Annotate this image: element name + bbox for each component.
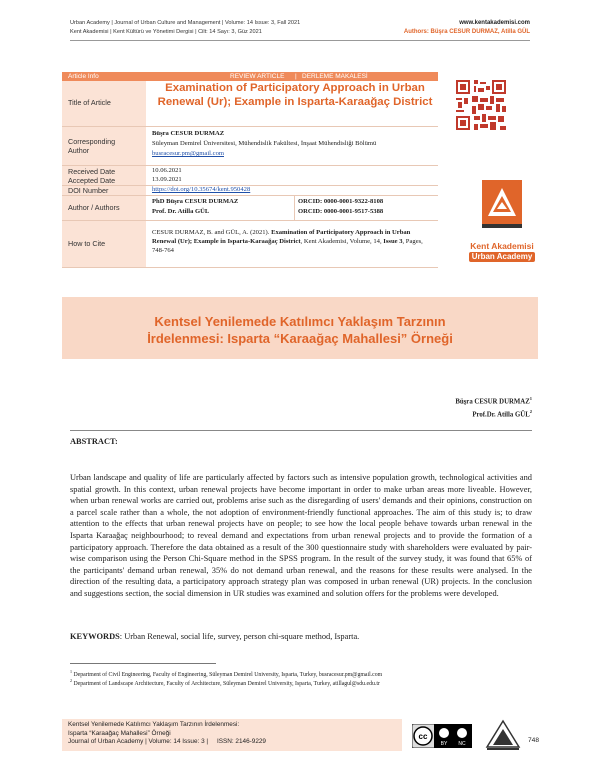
abstract-body: Urban landscape and quality of life are particularly affected by factors such as intensive population growth, technological activities and spatial growth. In this context, urban renewal projects have become important in order to make urban areas more liveable. However, when urban renewal works are carried out, problems arise such as the disregarding of users' demands and their opinions, construction on a parcel scale rather than a whole, the not adoption of environment-friendly functional approaches. The aim of this study is; to draw attention to the effects that urban renewal projects have on people; to see how the local people behave towards urban renewal in the Isparta Karaağaç neighbourhood; to reveal demand and expectations from urban renewal projects and to provide the formation of a participatory approach. Therefore the data obtained as a result of the 300 questionnaire study with shareholders were evaluated by pair-wise comparison using the Person Chi-Square method in the SPSS program. In the result of the survey study, it was found that 65% of the participants' demand urban renewal, 35% do not demand urban renewal, and the reasons for these results were analysed. In the direction of the resulting data, a participatory approach strategy plan was composed in urban renewal (UR) projects. In the conclusion and suggestions section, the social dimension in UR studies was examined and solution offers for the problems were developed. xyxy=(70,473,532,598)
footer-logo-icon xyxy=(483,719,523,751)
cell-divider xyxy=(294,196,295,220)
footnote-sup-2: 2 xyxy=(70,678,72,683)
label-cell-corresponding xyxy=(62,127,146,165)
header-divider xyxy=(70,40,530,41)
header-authors: Authors: Büşra CESUR DURMAZ, Atilla GÜL xyxy=(403,29,530,35)
qr-code-icon xyxy=(456,80,506,130)
doi-link[interactable]: https://doi.org/10.35674/kent.950428 xyxy=(152,186,251,193)
article-info-bar xyxy=(62,72,438,81)
corresponding-label: Corresponding xyxy=(68,137,116,146)
cite-issue: Issue 3 xyxy=(383,238,403,245)
received-date: 10.06.2021 xyxy=(152,167,182,174)
author-block xyxy=(455,394,532,421)
label-cell-authors xyxy=(62,196,146,220)
derleme-label: DERLEME MAKALESİ xyxy=(302,73,368,80)
doi-label: DOI Number xyxy=(68,186,109,195)
footer-text xyxy=(68,721,266,747)
logo-sub: Urban Academy xyxy=(469,252,535,262)
site-link[interactable]: www.kentakademisi.com xyxy=(459,20,530,26)
author-name-2: Prof.Dr. Atilla GÜL xyxy=(472,411,530,419)
logo-name: Kent Akademisi xyxy=(470,241,534,251)
article-info-label: Article Info xyxy=(68,73,99,80)
citation xyxy=(152,228,436,255)
author-list xyxy=(152,197,238,217)
running-header-right xyxy=(404,19,530,37)
received-label: Received Date xyxy=(68,167,116,176)
author-1: PhD Büşra CESUR DURMAZ xyxy=(152,198,239,205)
authors-label: Author / Authors xyxy=(68,203,120,212)
title-label: Title of Article xyxy=(68,98,111,107)
logo-mark-icon xyxy=(458,178,546,236)
author-sup-2: 2 xyxy=(529,409,532,415)
cite-pages: , Pages, 748-764 xyxy=(152,238,423,254)
orcid-list xyxy=(298,197,383,217)
footnote-text-2: Department of Landscape Architecture, Faculty of Architecture, Süleyman Demirel University, Isparta, Turkey, atillagul@sdu.edu.tr xyxy=(73,680,380,687)
turkish-title xyxy=(62,313,538,347)
cite-label: How to Cite xyxy=(68,239,106,248)
corresponding-name: Büşra CESUR DURMAZ xyxy=(152,130,225,137)
cite-title: Examination of Participatory Approach in Urban Renewal (Ur); Example in Isparta-Karaağaç District xyxy=(152,229,411,245)
keywords-label: KEYWORDS xyxy=(70,632,120,641)
author-2: Prof. Dr. Atilla GÜL xyxy=(152,208,210,215)
accepted-label: Accepted Date xyxy=(68,176,116,185)
journal-line-tr: Kent Akademisi | Kent Kültürü ve Yönetimi Dergisi | Cilt: 14 Sayı: 3, Güz 2021 xyxy=(70,29,262,35)
cite-plain: CESUR DURMAZ, B. and GÜL, A. (2021). xyxy=(152,229,272,236)
label-separator: | xyxy=(295,73,297,80)
label-cell-doi xyxy=(62,186,146,195)
cc-license-icon[interactable] xyxy=(412,724,472,748)
turkish-title-line2: İrdelenmesi: Isparta “Karaağaç Mahallesi” Örneği xyxy=(147,331,453,346)
footer-line1: Kentsel Yenilemede Katılımcı Yaklaşım Tarzının İrdelenmesi: xyxy=(68,721,240,728)
label-cell-cite xyxy=(62,221,146,267)
author-label: Author xyxy=(68,146,90,155)
running-header-left xyxy=(70,19,300,37)
article-title: Examination of Participatory Approach in Urban Renewal (Ur); Example in Isparta-Karaağaç District xyxy=(157,82,433,108)
cc-nc-label: NC xyxy=(458,741,466,747)
author-name-1: Büşra CESUR DURMAZ xyxy=(455,398,530,406)
author-sup-1: 1 xyxy=(529,396,532,401)
keywords xyxy=(70,632,532,641)
footnote-text-1: Department of Civil Engineering, Faculty of Engineering, Süleyman Demirel University, Isparta, Turkey, busracesur.pm@gmail.com xyxy=(73,671,383,678)
row-divider xyxy=(62,267,438,268)
keywords-list: : Urban Renewal, social life, survey, person chi-square method, Isparta. xyxy=(119,632,360,641)
label-cell-title xyxy=(62,81,146,126)
page-number: 748 xyxy=(528,737,540,744)
corresponding-affiliation: Süleyman Demirel Üniversitesi, Mühendislik Fakültesi, İnşaat Mühendisliği Bölümü xyxy=(152,140,377,147)
turkish-title-line1: Kentsel Yenilemede Katılımcı Yaklaşım Tarzının xyxy=(154,314,446,329)
accepted-date: 13.09.2021 xyxy=(152,176,182,183)
footnote-2 xyxy=(70,677,380,688)
cite-rest: , Kent Akademisi, Volume, 14, xyxy=(300,238,384,245)
abstract-divider xyxy=(70,430,532,431)
footer-line3: Journal of Urban Academy | Volume: 14 Issue: 3 | ISSN: 2146-9229 xyxy=(68,738,266,745)
cc-by-label: BY xyxy=(440,741,448,747)
journal-logo xyxy=(458,178,546,260)
orcid-2[interactable]: ORCID: 0000-0001-9517-5388 xyxy=(298,208,384,215)
abstract-heading: ABSTRACT: xyxy=(70,437,118,446)
footnote-divider xyxy=(70,663,216,664)
footer-line2: Isparta “Karaağaç Mahallesi” Örneği xyxy=(68,729,171,737)
review-article-label: REVIEW ARTICLE xyxy=(230,73,285,80)
journal-line-en: Urban Academy | Journal of Urban Culture and Management | Volume: 14 Issue: 3, Fall 2021 xyxy=(70,20,301,26)
label-cell-dates xyxy=(62,166,146,185)
corresponding-email[interactable]: busracesur.pm@gmail.com xyxy=(152,150,224,157)
svg-text:cc: cc xyxy=(418,732,428,741)
orcid-1[interactable]: ORCID: 0000-0001-9322-8108 xyxy=(298,198,384,205)
footnote-sup-1: 1 xyxy=(70,669,72,674)
